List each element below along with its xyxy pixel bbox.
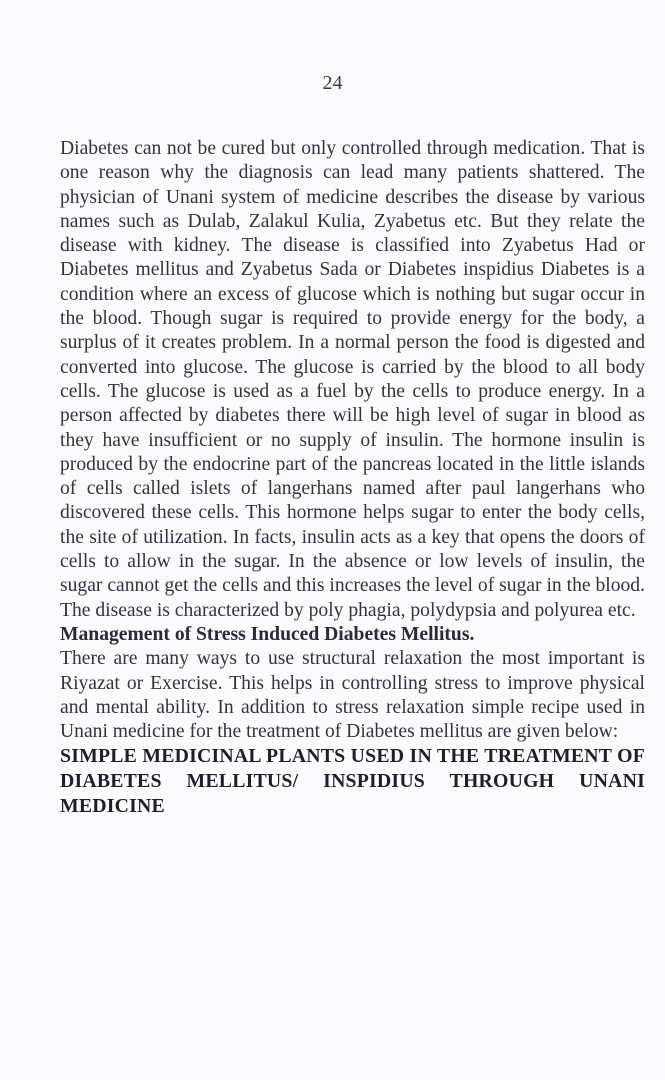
page-content xyxy=(60,137,645,818)
medicinal-plants-heading: SIMPLE MEDICINAL PLANTS USED IN THE TREATMENT OF DIABETES MELLITUS/ INSPIDIUS THROUGH UNANI MEDICINE xyxy=(60,745,645,817)
management-heading: Management of Stress Induced Diabetes Mellitus. xyxy=(60,623,475,645)
intro-paragraph: Diabetes can not be cured but only controlled through medication. That is one reason why the diagnosis can lead many patients shattered. The physician of Unani system of medicine describes the disease by various names such as Dulab, Zalakul Kulia, Zyabetus etc. But they relate the disease with kidney. The disease is classified into Zyabetus Had or Diabetes mellitus and Zyabetus Sada or Diabetes inspidius Diabetes is a condition where an excess of glucose which is nothing but sugar occur in the blood. Though sugar is required to provide energy for the body, a surplus of it creates problem. In a normal person the food is digested and converted into glucose. The glucose is carried by the blood to all body cells. The glucose is used as a fuel by the cells to produce energy. In a person affected by diabetes there will be high level of sugar in blood as they have insufficient or no supply of insulin. The hormone insulin is produced by the endocrine part of the pancreas located in the little islands of cells called islets of langerhans named after paul langerhans who discovered these cells. This hormone helps sugar to enter the body cells, the site of utilization. In facts, insulin acts as a key that opens the doors of cells to allow in the sugar. In the absence or low levels of insulin, the sugar cannot get the cells and this increases the level of sugar in the blood. The disease is characterized by poly phagia, polydypsia and polyurea etc. xyxy=(60,138,645,621)
page-number: 24 xyxy=(322,72,343,94)
management-paragraph: There are many ways to use structural relaxation the most important is Riyazat or Exercise. This helps in controlling stress to improve physical and mental ability. In addition to stress relaxation simple recipe used in Unani medicine for the treatment of Diabetes mellitus are given below: xyxy=(60,648,645,743)
